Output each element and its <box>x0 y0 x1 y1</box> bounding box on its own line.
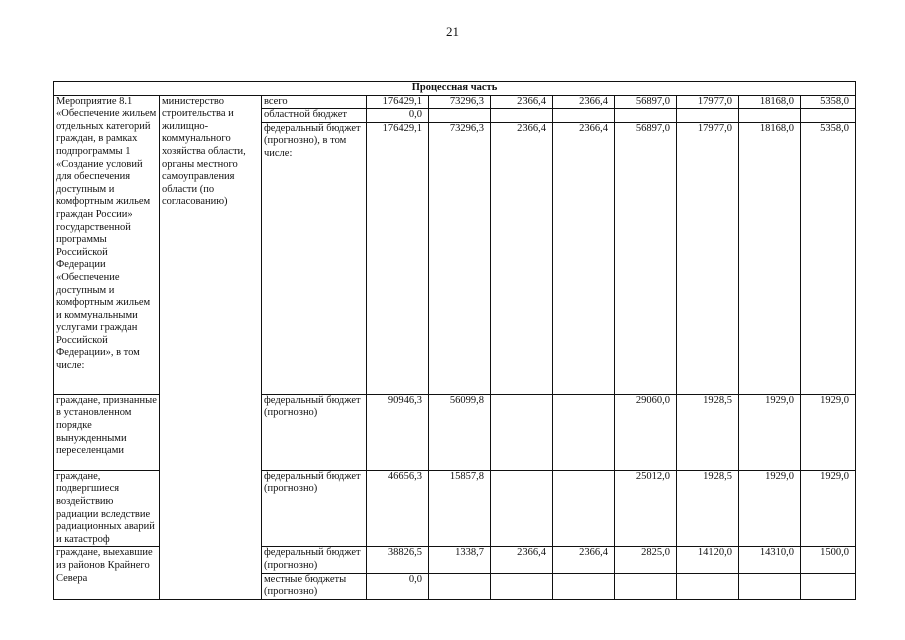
amount-cell: 73296,3 <box>429 122 491 394</box>
amount-cell <box>615 573 677 599</box>
amount-cell: 1929,0 <box>801 394 856 470</box>
amount-cell <box>553 573 615 599</box>
amount-cell: 56897,0 <box>615 122 677 394</box>
amount-cell: 17977,0 <box>677 95 739 109</box>
amount-cell: 56897,0 <box>615 95 677 109</box>
amount-cell: 2366,4 <box>491 95 553 109</box>
amount-cell: 14310,0 <box>739 547 801 573</box>
amount-cell: 1929,0 <box>739 470 801 547</box>
funding-source-cell: федеральный бюджет (прогнозно) <box>262 470 367 547</box>
amount-cell: 2825,0 <box>615 547 677 573</box>
table-title: Процессная часть <box>54 82 856 96</box>
amount-cell <box>677 573 739 599</box>
amount-cell <box>553 470 615 547</box>
amount-cell: 38826,5 <box>367 547 429 573</box>
funding-source-cell: федеральный бюджет (прогнозно), в том числе: <box>262 122 367 394</box>
amount-cell: 1338,7 <box>429 547 491 573</box>
amount-cell: 1500,0 <box>801 547 856 573</box>
amount-cell: 90946,3 <box>367 394 429 470</box>
amount-cell: 25012,0 <box>615 470 677 547</box>
amount-cell <box>429 573 491 599</box>
amount-cell: 2366,4 <box>553 547 615 573</box>
funding-source-cell: местные бюджеты (прогнозно) <box>262 573 367 599</box>
table-title-row <box>54 82 856 96</box>
amount-cell: 0,0 <box>367 573 429 599</box>
funding-source-cell: всего <box>262 95 367 109</box>
amount-cell <box>739 109 801 123</box>
funding-source-cell: федеральный бюджет (прогнозно) <box>262 394 367 470</box>
amount-cell: 14120,0 <box>677 547 739 573</box>
amount-cell: 5358,0 <box>801 122 856 394</box>
amount-cell: 2366,4 <box>491 122 553 394</box>
amount-cell: 18168,0 <box>739 95 801 109</box>
amount-cell: 5358,0 <box>801 95 856 109</box>
measure-cell: Мероприятие 8.1 «Обеспечение жильем отдельных категорий граждан, в рамках подпрограммы 1 «Создание условий для обеспечения доступным и комфортным жильем граждан России» государственной программы Российской Федерации «Обеспечение доступным и комфортным жильем и коммунальными услугами граждан Российской Федерации», в том числе: <box>54 95 160 394</box>
amount-cell <box>801 573 856 599</box>
amount-cell <box>491 573 553 599</box>
amount-cell: 0,0 <box>367 109 429 123</box>
amount-cell: 1929,0 <box>739 394 801 470</box>
measure-cell: граждане, выехавшие из районов Крайнего Севера <box>54 547 160 599</box>
amount-cell: 176429,1 <box>367 95 429 109</box>
amount-cell: 2366,4 <box>553 122 615 394</box>
amount-cell <box>801 109 856 123</box>
amount-cell: 17977,0 <box>677 122 739 394</box>
amount-cell <box>553 109 615 123</box>
amount-cell: 15857,8 <box>429 470 491 547</box>
funding-source-cell: областной бюджет <box>262 109 367 123</box>
funding-source-cell: федеральный бюджет (прогнозно) <box>262 547 367 573</box>
amount-cell <box>491 109 553 123</box>
amount-cell: 29060,0 <box>615 394 677 470</box>
amount-cell <box>677 109 739 123</box>
amount-cell <box>615 109 677 123</box>
budget-table <box>53 81 856 600</box>
amount-cell: 1929,0 <box>801 470 856 547</box>
amount-cell: 46656,3 <box>367 470 429 547</box>
amount-cell <box>491 394 553 470</box>
measure-cell: граждане, подвергшиеся воздействию радиации вследствие радиационных аварий и катастроф <box>54 470 160 547</box>
amount-cell: 176429,1 <box>367 122 429 394</box>
amount-cell: 73296,3 <box>429 95 491 109</box>
amount-cell: 1928,5 <box>677 470 739 547</box>
executor-cell: министерство строительства и жилищно-коммунального хозяйства области, органы местного самоуправления области (по согласованию) <box>160 95 262 599</box>
amount-cell: 1928,5 <box>677 394 739 470</box>
amount-cell: 2366,4 <box>491 547 553 573</box>
measure-cell: граждане, признанные в установленном порядке вынужденными переселенцами <box>54 394 160 470</box>
amount-cell: 56099,8 <box>429 394 491 470</box>
amount-cell: 18168,0 <box>739 122 801 394</box>
amount-cell: 2366,4 <box>553 95 615 109</box>
page-number: 21 <box>446 24 459 39</box>
amount-cell <box>739 573 801 599</box>
amount-cell <box>491 470 553 547</box>
amount-cell <box>429 109 491 123</box>
table-row <box>54 95 856 109</box>
amount-cell <box>553 394 615 470</box>
